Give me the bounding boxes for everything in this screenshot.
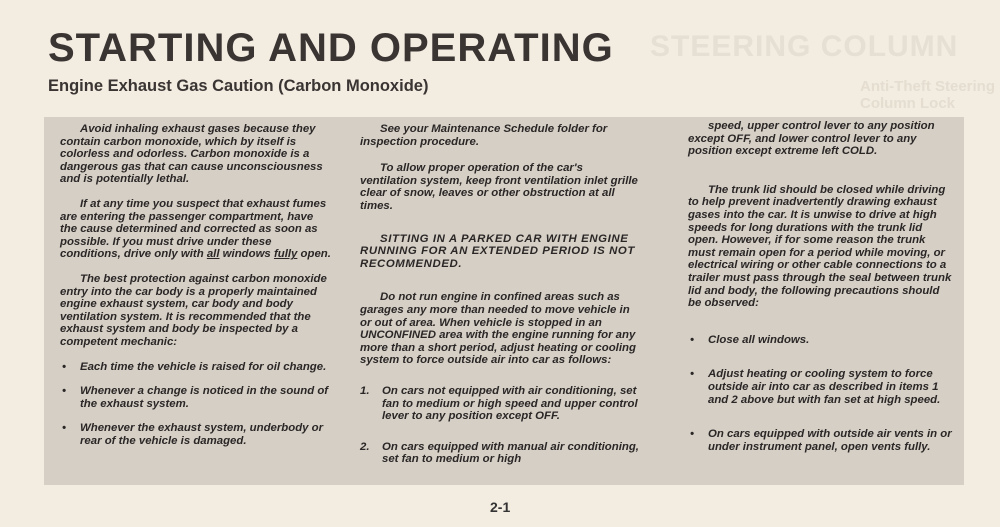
numbered-item: 2. On cars equipped with manual air conditioning, set fan to medium or high [360, 440, 639, 466]
list-item: • Each time the vehicle is raised for oil change. [62, 360, 327, 373]
column-1 [60, 123, 332, 459]
paragraph-maintenance: See your Maintenance Schedule folder for inspection procedure. [360, 123, 608, 148]
paragraph-lever-continued: speed, upper control lever to any position except OFF, and lower control lever to any position except extreme left COLD. [688, 120, 935, 158]
column-2 [360, 123, 640, 478]
bullet-icon: • [690, 333, 694, 346]
bullet-icon: • [690, 428, 694, 441]
list-item: • Close all windows. [690, 333, 810, 346]
list-item: • On cars equipped with outside air vents in or under instrument panel, open vents fully. [690, 428, 952, 453]
paragraph-ventilation: To allow proper operation of the car's ventilation system, keep front ventilation inlet grille clear of snow, leaves or other obstruction at all times. [360, 162, 638, 212]
paragraph-exhaust-fumes: If at any time you suspect that exhaust fumes are entering the passenger compartment, have the cause determined and corrected as soon as possible. If you must drive under these conditions, drive only with all windows fully open. [60, 197, 331, 261]
column-3 [688, 120, 954, 465]
paragraph-confined-areas: Do not run engine in confined areas such as garages any more than needed to move vehicle in or out of area. When vehicle is stopped in an UNCONFINED area with the engine running for any more than a short period, adjust heating or cooling system to force outside air into car as follows: [360, 291, 636, 367]
paragraph-warning: SITTING IN A PARKED CAR WITH ENGINE RUNNING FOR AN EXTENDED PERIOD IS NOT RECOMMENDED. [360, 232, 635, 270]
paragraph-carbon-monoxide: Avoid inhaling exhaust gases because they contain carbon monoxide, which by itself is colorless and odorless. Carbon monoxide is a dangerous gas that can cause unconsciousness and is potentially lethal. [60, 123, 323, 186]
section-subtitle: Engine Exhaust Gas Caution (Carbon Monoxide) [48, 77, 429, 95]
bullet-icon: • [62, 360, 66, 373]
paragraph-trunk-lid: The trunk lid should be closed while driving to help prevent inadvertently drawing exhaust gases into the car. It is unwise to drive at high speeds for long durations with the trunk lid open. However, if for some reason the trunk must remain open for a period while moving, or electrical wiring or other cable connections to a trailer must pass through the seal between trunk lid and body, the following precautions should be observed: [688, 183, 952, 310]
numbered-item: 1. On cars not equipped with air conditioning, set fan to medium or high speed and upper control lever to any position except OFF. [360, 384, 638, 423]
page-title: STARTING AND OPERATING [48, 26, 614, 70]
bullet-icon: • [690, 368, 694, 381]
list-item: • Adjust heating or cooling system to force outside air into car as described in items 1 and 2 above but with fan set at high speed. [690, 368, 941, 406]
page-number: 2-1 [490, 499, 511, 515]
bleed-through-line-2: Column Lock [860, 95, 956, 112]
list-item: • Whenever the exhaust system, underbody or rear of the vehicle is damaged. [62, 422, 324, 447]
bullet-icon: • [62, 385, 66, 398]
bullet-icon: • [62, 422, 66, 435]
bleed-through-line-1: Anti-Theft Steering [860, 78, 995, 95]
paragraph-best-protection: The best protection against carbon monoxide entry into the car body is a properly maintained engine exhaust system, car body and body ventilation system. It is recommended that the exhaust system and body be inspected by a competent mechanic: [60, 272, 327, 348]
list-item: • Whenever a change is noticed in the sound of the exhaust system. [62, 385, 329, 410]
caution-panel [44, 117, 964, 485]
bleed-through-heading: STEERING COLUMN [650, 30, 959, 63]
